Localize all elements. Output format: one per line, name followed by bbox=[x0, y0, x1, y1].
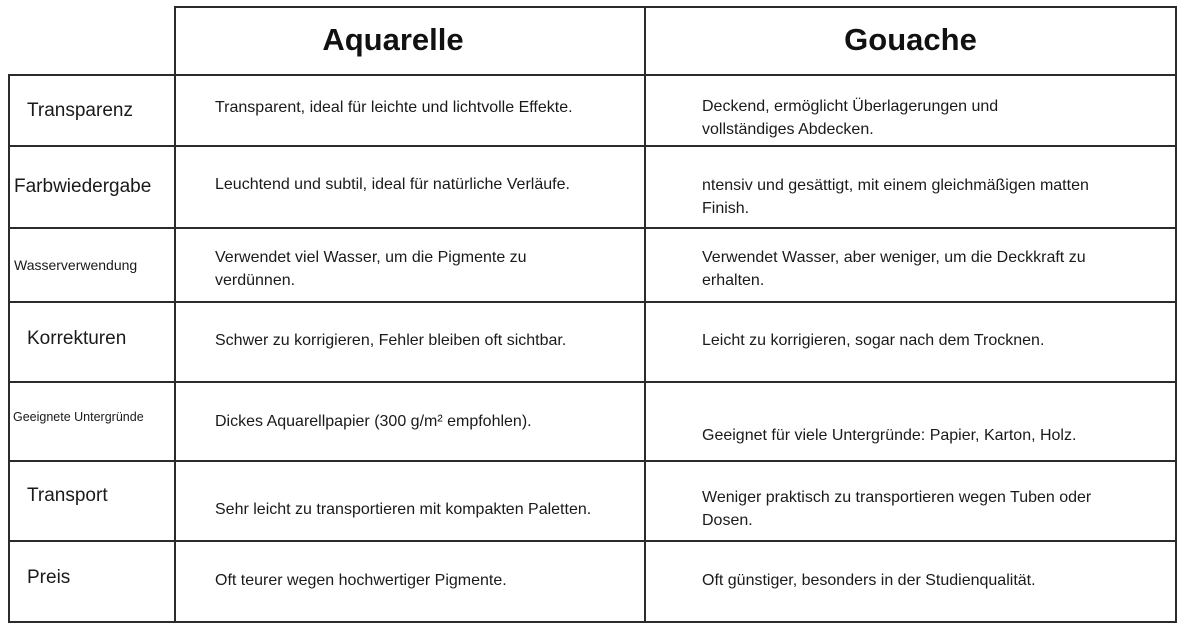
table-border-right bbox=[1175, 6, 1177, 623]
row-label: Korrekturen bbox=[27, 328, 127, 349]
table-border-top bbox=[174, 6, 1177, 8]
row-label: Transport bbox=[27, 485, 108, 506]
cell-aquarelle: Sehr leicht zu transportieren mit kompakten Paletten. bbox=[215, 500, 592, 518]
cell-gouache: ntensiv und gesättigt, mit einem gleichmäßigen matten Finish. bbox=[702, 176, 1089, 217]
cell-gouache: Leicht zu korrigieren, sogar nach dem Trocknen. bbox=[702, 331, 1045, 349]
column-divider bbox=[644, 6, 646, 623]
row-label: Farbwiedergabe bbox=[14, 176, 152, 197]
table-border-bottom bbox=[8, 621, 1177, 623]
cell-aquarelle: Dickes Aquarellpapier (300 g/m² empfohlen). bbox=[215, 413, 532, 430]
cell-aquarelle: Schwer zu korrigieren, Fehler bleiben oft sichtbar. bbox=[215, 331, 567, 349]
cell-gouache: Geeignet für viele Untergründe: Papier, Karton, Holz. bbox=[702, 426, 1077, 444]
cell-gouache: Weniger praktisch zu transportieren wegen Tuben oder Dosen. bbox=[702, 489, 1092, 529]
row-label: Transparenz bbox=[27, 99, 133, 121]
cell-gouache: Oft günstiger, besonders in der Studienqualität. bbox=[702, 572, 1036, 589]
cell-gouache: Verwendet Wasser, aber weniger, um die Deckkraft zu erhalten. bbox=[702, 249, 1086, 289]
table-border-left bbox=[8, 74, 10, 623]
cell-aquarelle: Transparent, ideal für leichte und lichtvolle Effekte. bbox=[215, 98, 573, 116]
row-label: Preis bbox=[27, 567, 71, 588]
column-divider bbox=[174, 6, 176, 623]
cell-aquarelle: Leuchtend und subtil, ideal für natürliche Verläufe. bbox=[215, 175, 570, 193]
cell-aquarelle: Verwendet viel Wasser, um die Pigmente zu verdünnen. bbox=[215, 249, 527, 289]
cell-aquarelle: Oft teurer wegen hochwertiger Pigmente. bbox=[215, 572, 507, 589]
row-label: Wasserverwendung bbox=[14, 257, 138, 273]
column-header-gouache: Gouache bbox=[844, 22, 977, 57]
column-header-aquarelle: Aquarelle bbox=[322, 22, 464, 57]
cell-gouache: Deckend, ermöglicht Überlagerungen und vollständiges Abdecken. bbox=[702, 98, 999, 138]
row-label: Geeignete Untergründe bbox=[13, 409, 144, 424]
